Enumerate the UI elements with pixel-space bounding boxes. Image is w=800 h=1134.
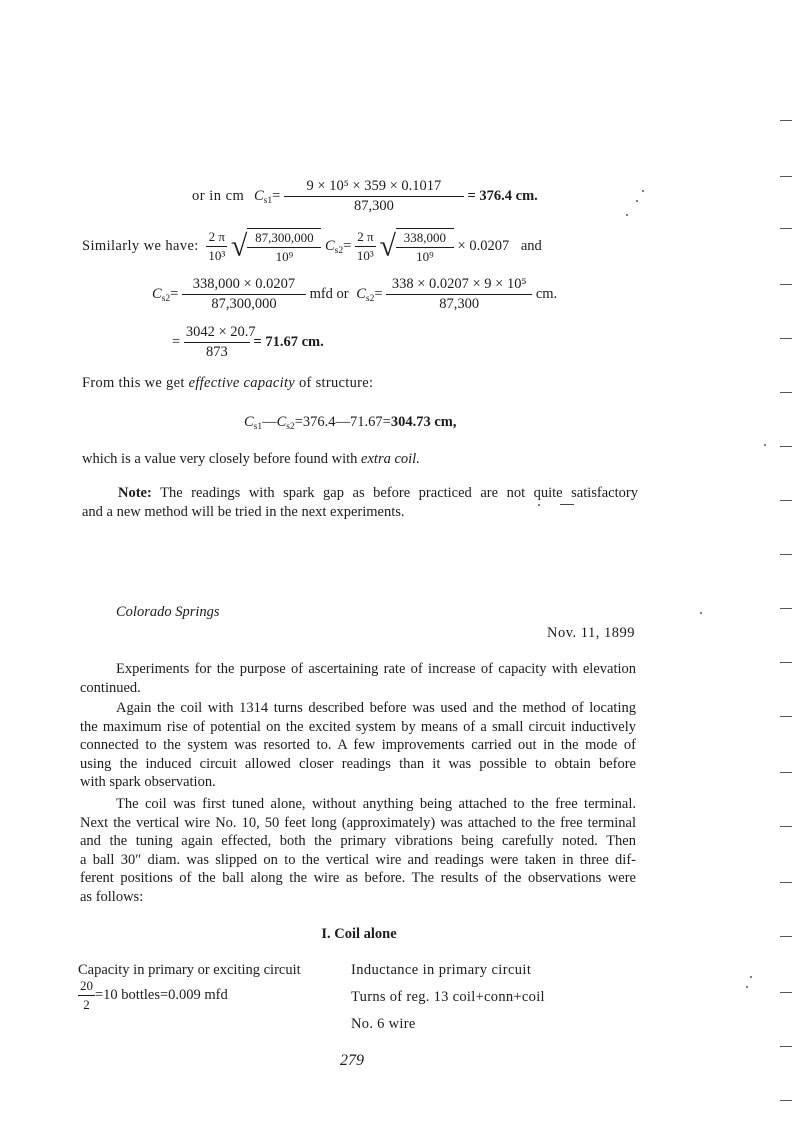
para2-line: with spark observation. <box>80 774 216 790</box>
formula5-s2: s2 <box>286 422 295 432</box>
para2-line: using the induced circuit allowed closer readings than it was possible to obtain before <box>80 755 636 772</box>
para3-line: and the tuning again effected, both the primary vibrations being carefully noted. Then <box>80 833 636 849</box>
formula2-tail: × 0.0207 <box>457 238 510 254</box>
formula2-rad2-num: 338,000 <box>396 230 454 248</box>
formula-effective <box>244 414 457 432</box>
formula2-frac2-num: 2 π <box>355 229 376 247</box>
right-col-heading: Inductance in primary circuit <box>351 962 532 978</box>
formula-capacity-s2 <box>152 276 557 313</box>
page-number: 279 <box>340 1052 364 1069</box>
text-extra-coil <box>82 451 420 468</box>
formula3-num1: 338,000 × 0.0207 <box>182 276 306 295</box>
formula2-prefix: Similarly we have: <box>82 238 199 254</box>
formula2-sqrt1: √ $\frac{87,300,000}{\text{10⁹}}$ <box>231 228 321 265</box>
left-col-heading: Capacity in primary or exciting circuit <box>78 962 301 978</box>
para2-line: Again the coil with 1314 turns described before was used and the method of locating <box>116 700 636 716</box>
formula3-eq2: = <box>374 286 383 302</box>
formula4-frac <box>184 324 256 361</box>
formula3-num2: 338 × 0.0207 × 9 × 10⁵ <box>386 276 532 295</box>
paragraph-1 <box>80 660 636 697</box>
para2-line: the maximum rise of potential on the excited system by means of a small circuit inductively <box>80 718 636 735</box>
formula4-den: 873 <box>205 344 228 360</box>
scan-speck <box>746 986 748 988</box>
formula2-var: C <box>324 237 335 254</box>
note-label: Note: <box>118 485 152 501</box>
formula5-calc: =376.4—71.67= <box>294 414 391 430</box>
formula3-var2: C <box>356 285 366 302</box>
right-col-line2: No. 6 wire <box>351 1016 416 1032</box>
formula2-and: and <box>520 238 542 254</box>
formula-similarly <box>82 228 542 265</box>
left-col-frac-den: 2 <box>83 997 90 1012</box>
place-heading <box>116 604 220 621</box>
formula2-frac1-num: 2 π <box>206 229 227 247</box>
formula4-result: = 71.67 cm. <box>253 334 324 350</box>
formula1-fraction <box>284 178 464 215</box>
formula3-frac2 <box>386 276 532 313</box>
formula1-var: C <box>253 187 264 204</box>
paragraph-2 <box>80 699 636 792</box>
formula3-den1: 87,300,000 <box>211 296 277 312</box>
date-heading: Nov. 11, 1899 <box>547 625 635 641</box>
note-block <box>82 484 638 521</box>
left-col-fraction <box>78 978 95 1013</box>
scan-speck <box>750 976 752 978</box>
formula3-sub: s2 <box>161 293 171 304</box>
formula-result-s2 <box>172 324 324 361</box>
text-effective-after: of structure: <box>298 375 374 391</box>
text-extra-italic: extra coil. <box>361 451 420 467</box>
para3-line: as follows: <box>80 888 144 905</box>
formula2-sqrt2: √ $\frac{338,000}{\text{10⁹}}$ <box>379 228 453 265</box>
right-col-line1: Turns of reg. 13 coil+conn+coil <box>351 989 545 1005</box>
place-text: Colorado Springs <box>116 604 220 620</box>
formula5-dash: — <box>262 414 277 430</box>
left-col-frac-num: 20 <box>78 978 95 996</box>
para1-line: continued. <box>80 679 141 696</box>
formula2-rad1-den: 10⁹ <box>275 249 294 264</box>
formula2-rad2-den: 10⁹ <box>416 249 434 264</box>
formula5-c2: C <box>276 414 287 430</box>
note-line-2: and a new method will be tried in the next experiments. <box>82 503 405 520</box>
formula2-eq: = <box>343 238 352 254</box>
para3-line: The coil was first tuned alone, without anything being attached to the free terminal. <box>116 796 636 812</box>
formula4-num: 3042 × 20.7 <box>184 324 250 343</box>
formula1-result: = 376.4 cm. <box>467 188 538 204</box>
paragraph-3 <box>80 795 636 906</box>
formula1-numerator: 9 × 10⁵ × 359 × 0.1017 <box>284 178 464 197</box>
scan-speck <box>764 444 766 446</box>
para3-line: a ball 30″ diam. was slipped on to the vertical wire and readings were taken in three dif- <box>80 851 636 868</box>
formula5-c1: C <box>244 414 254 430</box>
left-col-value <box>78 978 228 1013</box>
formula-capacity-s1 <box>192 178 538 215</box>
formula3-den2: 87,300 <box>439 296 480 312</box>
scan-speck <box>642 190 644 192</box>
formula5-s1: s1 <box>253 422 263 432</box>
formula3-eq: = <box>170 286 179 302</box>
formula1-prefix: or in cm <box>192 188 245 204</box>
formula1-sub: s1 <box>263 195 273 206</box>
scan-speck <box>538 504 540 506</box>
para1-line: Experiments for the purpose of ascertaining rate of increase of capacity with elevation <box>116 661 636 677</box>
formula2-frac1 <box>206 229 227 264</box>
formula2-frac1-den: 10³ <box>208 248 226 263</box>
formula2-frac2 <box>355 229 376 264</box>
formula3-var: C <box>152 285 162 302</box>
scan-speck <box>700 612 702 614</box>
left-col-value-text: =10 bottles=0.009 mfd <box>95 987 228 1003</box>
formula3-frac1 <box>182 276 306 313</box>
formula3-unit2: cm. <box>535 286 558 302</box>
formula3-sub2: s2 <box>365 293 375 304</box>
formula2-rad1-num: 87,300,000 <box>247 230 321 248</box>
text-effective-italic: effective capacity <box>188 375 296 391</box>
text-extra-before: which is a value very closely before found with <box>82 451 358 467</box>
para3-line: ferent positions of the ball along the wire as before. The results of the observations were <box>80 870 636 886</box>
margin-scan-marks <box>772 0 792 1134</box>
text-effective-capacity <box>82 375 373 392</box>
formula5-result: 304.73 cm, <box>390 414 457 430</box>
scan-speck <box>626 214 628 216</box>
section-heading: I. Coil alone <box>321 926 397 942</box>
formula2-frac2-den: 10³ <box>356 248 374 263</box>
para2-line: connected to the system was resorted to. A few improvements carried out in the mode of <box>80 737 636 753</box>
note-line1-text: The readings with spark gap as before practiced are not quite satisfactory <box>160 485 638 501</box>
formula3-unit1: mfd or <box>309 286 349 302</box>
scan-speck <box>560 504 574 505</box>
note-line-1 <box>82 484 638 503</box>
formula4-eq: = <box>172 334 181 350</box>
formula2-sub: s2 <box>334 245 344 256</box>
para3-line: Next the vertical wire No. 10, 50 feet long (approximately) was attached to the free terminal <box>80 814 636 831</box>
formula1-denominator: 87,300 <box>353 198 394 214</box>
formula1-eq: = <box>272 188 281 204</box>
scan-speck <box>636 200 638 202</box>
text-effective-before: From this we get <box>82 375 185 391</box>
